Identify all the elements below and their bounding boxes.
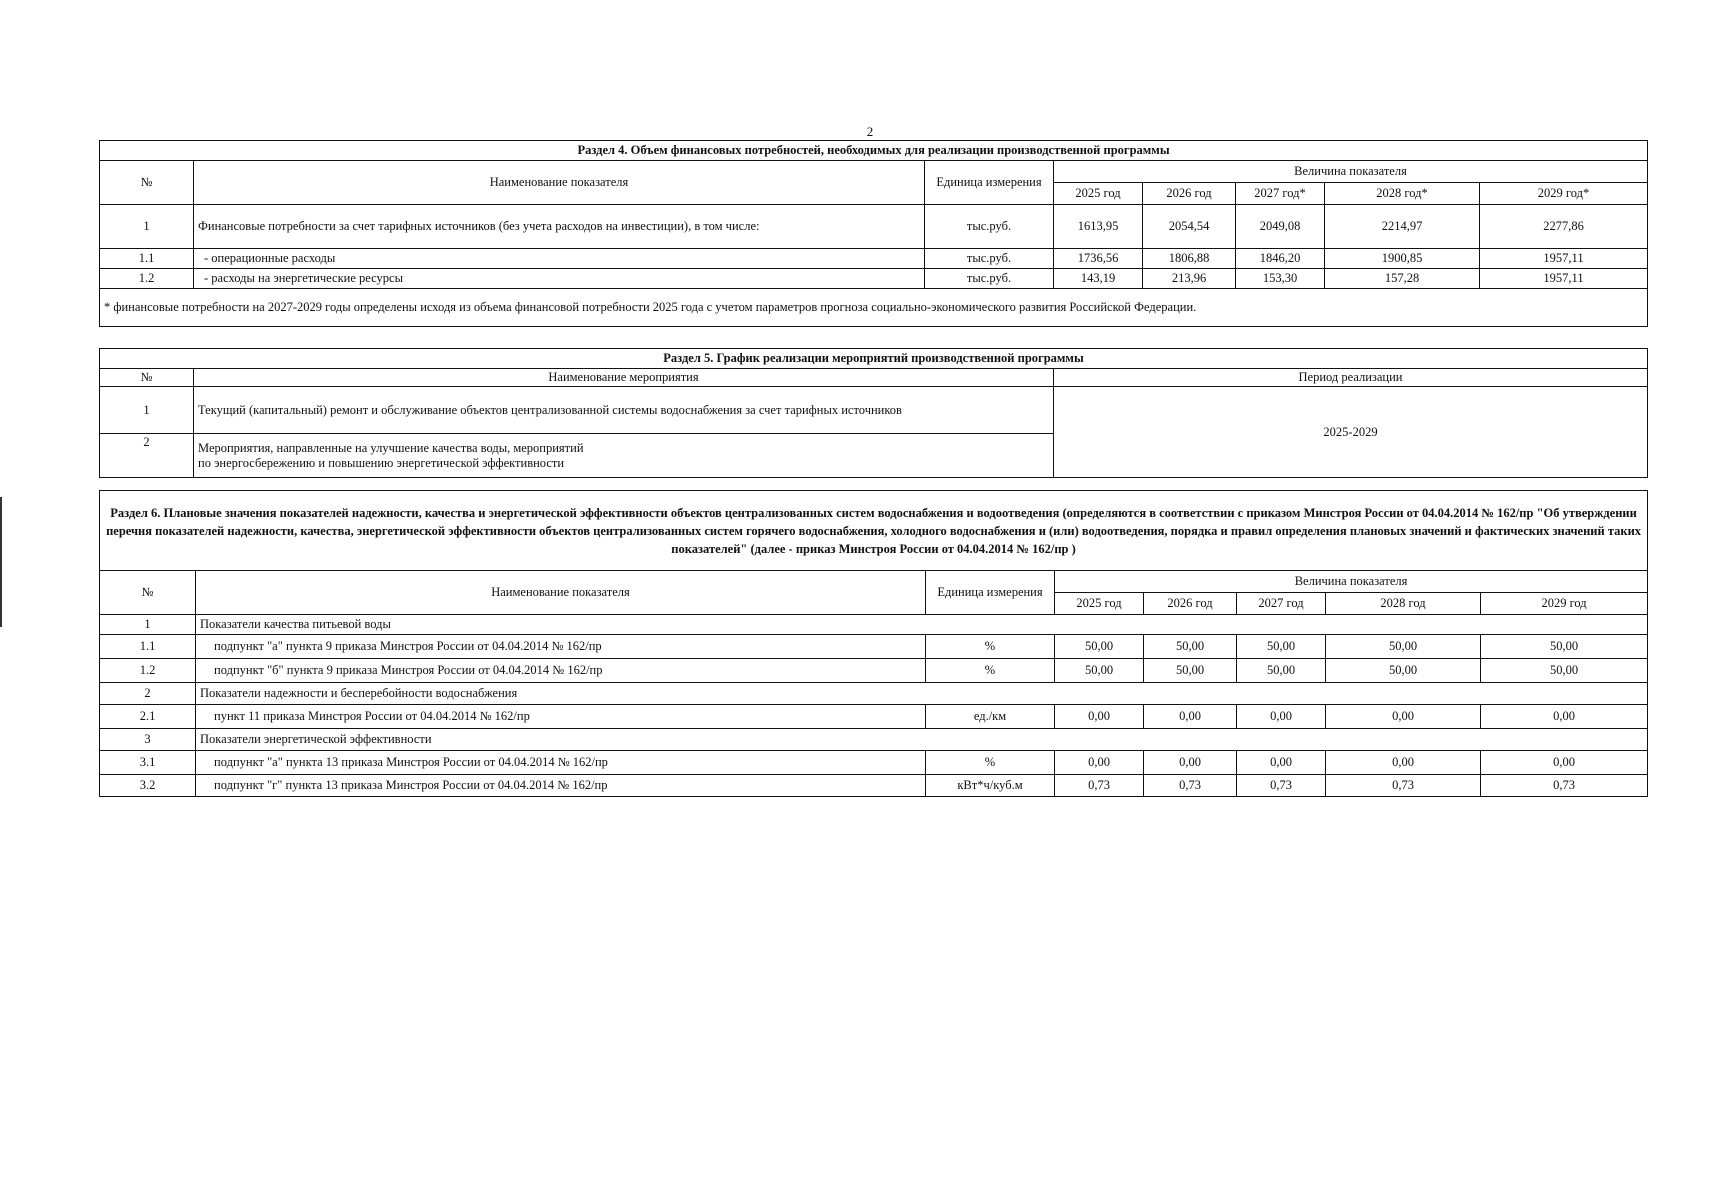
row-no: 3.2 bbox=[100, 775, 196, 797]
table-row bbox=[100, 775, 1648, 797]
col-value-header: Величина показателя bbox=[1055, 571, 1648, 593]
row-value: 0,00 bbox=[1237, 751, 1326, 775]
row-value: 157,28 bbox=[1325, 269, 1480, 289]
row-value: 0,00 bbox=[1237, 705, 1326, 729]
row-value: 153,30 bbox=[1236, 269, 1325, 289]
year-header: 2028 год* bbox=[1325, 183, 1480, 205]
row-value: 1846,20 bbox=[1236, 249, 1325, 269]
table-row bbox=[100, 387, 1648, 434]
section4-note: * финансовые потребности на 2027-2029 годы определены исходя из объема финансовой потребности 2025 года с учетом параметров прогноза социально-экономического развития Российской Федерации. bbox=[100, 289, 1648, 327]
row-no: 1 bbox=[100, 387, 194, 434]
row-name: подпункт "г" пункта 13 приказа Минстроя России от 04.04.2014 № 162/пр bbox=[196, 775, 926, 797]
row-name-line: Мероприятия, направленные на улучшение качества воды, мероприятий bbox=[198, 440, 584, 455]
row-value: 50,00 bbox=[1326, 635, 1481, 659]
section6-title: Раздел 6. Плановые значения показателей надежности, качества и энергетической эффективности объектов централизованных систем водоснабжения и водоотведения (определяются в соответствии с приказом Минстроя России от 04.04.2014 № 162/пр "Об утверждении перечня показателей надежности, качества, энергетической эффективности объектов централизованных систем горячего водоснабжения, холодного водоснабжения и (или) водоотведения, порядка и правил определения плановых значений и фактических значений таких показателей" (далее - приказ Минстроя России от 04.04.2014 № 162/пр ) bbox=[100, 491, 1648, 571]
year-header: 2028 год bbox=[1326, 593, 1481, 615]
group-row bbox=[100, 615, 1648, 635]
year-header: 2025 год bbox=[1055, 593, 1144, 615]
row-unit: тыс.руб. bbox=[925, 205, 1054, 249]
row-value: 0,00 bbox=[1481, 705, 1648, 729]
row-name: - операционные расходы bbox=[194, 249, 925, 269]
row-unit: ед./км bbox=[926, 705, 1055, 729]
table-row bbox=[100, 705, 1648, 729]
row-unit: тыс.руб. bbox=[925, 249, 1054, 269]
row-value: 143,19 bbox=[1054, 269, 1143, 289]
scan-edge-mark bbox=[0, 497, 2, 627]
col-period-header: Период реализации bbox=[1054, 369, 1648, 387]
row-value: 0,73 bbox=[1144, 775, 1237, 797]
row-value: 2277,86 bbox=[1480, 205, 1648, 249]
year-header: 2025 год bbox=[1054, 183, 1143, 205]
col-no-header: № bbox=[100, 161, 194, 205]
row-name: подпункт "б" пункта 9 приказа Минстроя России от 04.04.2014 № 162/пр bbox=[196, 659, 926, 683]
row-unit: % bbox=[926, 635, 1055, 659]
row-no: 1.2 bbox=[100, 659, 196, 683]
row-value: 1613,95 bbox=[1054, 205, 1143, 249]
row-value: 50,00 bbox=[1055, 659, 1144, 683]
year-header: 2026 год bbox=[1144, 593, 1237, 615]
table-row bbox=[100, 659, 1648, 683]
group-row bbox=[100, 683, 1648, 705]
row-unit: тыс.руб. bbox=[925, 269, 1054, 289]
group-no: 2 bbox=[100, 683, 196, 705]
period-value: 2025-2029 bbox=[1054, 387, 1648, 478]
section4-table bbox=[99, 140, 1648, 327]
row-no: 3.1 bbox=[100, 751, 196, 775]
row-unit: % bbox=[926, 659, 1055, 683]
row-value: 0,00 bbox=[1481, 751, 1648, 775]
table-row bbox=[100, 751, 1648, 775]
col-no-header: № bbox=[100, 571, 196, 615]
row-value: 0,00 bbox=[1055, 705, 1144, 729]
col-name-header: Наименование показателя bbox=[194, 161, 925, 205]
row-value: 50,00 bbox=[1237, 659, 1326, 683]
year-header: 2029 год* bbox=[1480, 183, 1648, 205]
row-value: 0,73 bbox=[1326, 775, 1481, 797]
row-value: 50,00 bbox=[1144, 659, 1237, 683]
table-row bbox=[100, 249, 1648, 269]
row-value: 0,00 bbox=[1326, 751, 1481, 775]
row-name-line: по энергосбережению и повышению энергетической эффективности bbox=[198, 455, 565, 470]
row-value: 1957,11 bbox=[1480, 269, 1648, 289]
row-value: 50,00 bbox=[1144, 635, 1237, 659]
table-row bbox=[100, 635, 1648, 659]
row-value: 2049,08 bbox=[1236, 205, 1325, 249]
row-no: 1 bbox=[100, 205, 194, 249]
page-number: 2 bbox=[866, 124, 874, 139]
section5-table bbox=[99, 348, 1648, 478]
row-value: 0,00 bbox=[1326, 705, 1481, 729]
row-value: 50,00 bbox=[1326, 659, 1481, 683]
group-name: Показатели энергетической эффективности bbox=[196, 729, 1648, 751]
group-no: 1 bbox=[100, 615, 196, 635]
row-value: 50,00 bbox=[1481, 635, 1648, 659]
row-no: 2 bbox=[100, 434, 194, 478]
section5-title: Раздел 5. График реализации мероприятий производственной программы bbox=[100, 349, 1648, 369]
col-name-header: Наименование мероприятия bbox=[194, 369, 1054, 387]
row-value: 2214,97 bbox=[1325, 205, 1480, 249]
group-name: Показатели качества питьевой воды bbox=[196, 615, 1648, 635]
table-row bbox=[100, 205, 1648, 249]
group-no: 3 bbox=[100, 729, 196, 751]
row-value: 0,73 bbox=[1237, 775, 1326, 797]
row-no: 2.1 bbox=[100, 705, 196, 729]
year-header: 2026 год bbox=[1143, 183, 1236, 205]
row-value: 1900,85 bbox=[1325, 249, 1480, 269]
row-name: подпункт "а" пункта 9 приказа Минстроя России от 04.04.2014 № 162/пр bbox=[196, 635, 926, 659]
col-name-header: Наименование показателя bbox=[196, 571, 926, 615]
group-row bbox=[100, 729, 1648, 751]
table-row bbox=[100, 269, 1648, 289]
row-value: 0,00 bbox=[1055, 751, 1144, 775]
row-name bbox=[194, 434, 1054, 478]
row-value: 1736,56 bbox=[1054, 249, 1143, 269]
row-value: 50,00 bbox=[1055, 635, 1144, 659]
row-value: 213,96 bbox=[1143, 269, 1236, 289]
row-value: 0,00 bbox=[1144, 751, 1237, 775]
section4-title: Раздел 4. Объем финансовых потребностей, необходимых для реализации производственной программы bbox=[100, 141, 1648, 161]
year-header: 2029 год bbox=[1481, 593, 1648, 615]
col-value-header: Величина показателя bbox=[1054, 161, 1648, 183]
row-name: - расходы на энергетические ресурсы bbox=[194, 269, 925, 289]
row-value: 1806,88 bbox=[1143, 249, 1236, 269]
group-name: Показатели надежности и бесперебойности водоснабжения bbox=[196, 683, 1648, 705]
row-name: Финансовые потребности за счет тарифных источников (без учета расходов на инвестиции), в том числе: bbox=[194, 205, 925, 249]
row-unit: % bbox=[926, 751, 1055, 775]
row-no: 1.2 bbox=[100, 269, 194, 289]
row-name: Текущий (капитальный) ремонт и обслуживание объектов централизованной системы водоснабжения за счет тарифных источников bbox=[194, 387, 1054, 434]
section6-table bbox=[99, 490, 1648, 797]
col-unit-header: Единица измерения bbox=[926, 571, 1055, 615]
col-unit-header: Единица измерения bbox=[925, 161, 1054, 205]
row-no: 1.1 bbox=[100, 249, 194, 269]
row-name: пункт 11 приказа Минстроя России от 04.04.2014 № 162/пр bbox=[196, 705, 926, 729]
row-value: 50,00 bbox=[1237, 635, 1326, 659]
year-header: 2027 год* bbox=[1236, 183, 1325, 205]
row-value: 0,00 bbox=[1144, 705, 1237, 729]
row-value: 2054,54 bbox=[1143, 205, 1236, 249]
row-value: 50,00 bbox=[1481, 659, 1648, 683]
row-name: подпункт "а" пункта 13 приказа Минстроя России от 04.04.2014 № 162/пр bbox=[196, 751, 926, 775]
col-no-header: № bbox=[100, 369, 194, 387]
row-no: 1.1 bbox=[100, 635, 196, 659]
row-unit: кВт*ч/куб.м bbox=[926, 775, 1055, 797]
row-value: 0,73 bbox=[1481, 775, 1648, 797]
row-value: 0,73 bbox=[1055, 775, 1144, 797]
year-header: 2027 год bbox=[1237, 593, 1326, 615]
row-value: 1957,11 bbox=[1480, 249, 1648, 269]
